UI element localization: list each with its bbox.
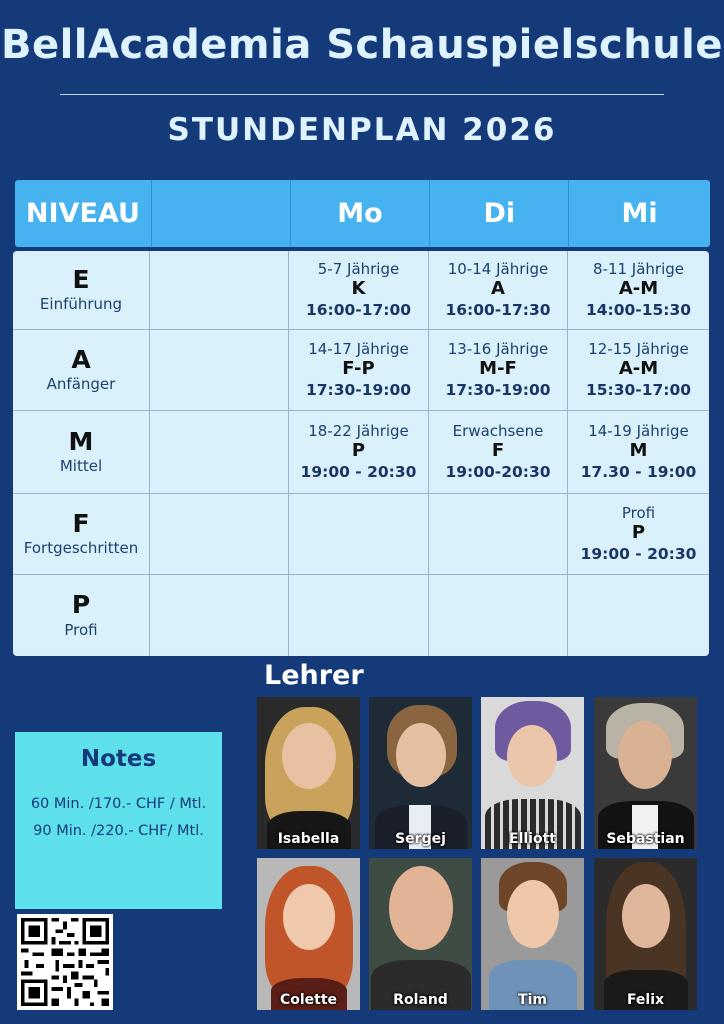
empty-cell <box>150 575 289 656</box>
slot-mi <box>568 494 709 574</box>
slot-group: K <box>351 277 366 299</box>
empty-cell <box>429 494 568 574</box>
slot-age: 13-16 Jährige <box>447 339 549 358</box>
empty-cell <box>150 251 289 329</box>
table-row-anfaenger <box>13 330 709 411</box>
teacher-photo <box>594 858 697 1010</box>
slot-di <box>429 251 568 329</box>
empty-cell <box>568 575 709 656</box>
level-cell <box>13 494 150 574</box>
level-cell <box>13 251 150 329</box>
slot-group: F <box>491 439 505 461</box>
title-divider <box>60 94 664 95</box>
table-row-mittel <box>13 411 709 494</box>
slot-mi <box>568 330 709 410</box>
header-mi: Mi <box>621 198 658 229</box>
slot-time: 19:00 - 20:30 <box>300 463 417 482</box>
slot-mo <box>289 411 429 493</box>
slot-time: 16:00-17:30 <box>445 301 551 320</box>
teacher-photo <box>369 697 472 849</box>
level-name: Mittel <box>59 457 103 476</box>
table-row-profi <box>13 575 709 656</box>
header-niveau: NIVEAU <box>15 180 152 247</box>
header-di: Di <box>430 180 569 247</box>
slot-age: 14-17 Jährige <box>308 339 409 358</box>
slot-age: 14-19 Jährige <box>588 421 689 440</box>
empty-cell <box>150 330 289 410</box>
slot-age: 10-14 Jährige <box>447 259 549 278</box>
teacher-photo <box>481 697 584 849</box>
slot-mo <box>289 330 429 410</box>
teacher-name: Felix <box>626 992 665 1008</box>
slot-age: 8-11 Jährige <box>592 259 685 278</box>
level-code: M <box>68 426 94 456</box>
slot-time: 19:00-20:30 <box>445 463 551 482</box>
teacher-photo <box>594 697 697 849</box>
slot-group: P <box>351 439 366 461</box>
level-code: A <box>71 344 91 374</box>
slot-age: 12-15 Jährige <box>588 339 689 358</box>
header-empty <box>152 180 291 247</box>
slot-group: M-F <box>479 357 517 379</box>
slot-time: 15:30-17:00 <box>585 381 692 400</box>
slot-time: 17:30-19:00 <box>445 381 551 400</box>
table-row-einfuehrung <box>13 251 709 330</box>
empty-cell <box>289 494 429 574</box>
table-row-fortgeschritten <box>13 494 709 575</box>
slot-time: 14:00-15:30 <box>585 301 692 320</box>
level-code: E <box>72 264 90 294</box>
qr-code[interactable] <box>17 914 113 1010</box>
teacher-name: Elliott <box>509 831 556 847</box>
level-code: P <box>71 590 91 620</box>
teacher-name: Sebastian <box>606 831 685 847</box>
slot-age: 18-22 Jährige <box>308 421 409 440</box>
empty-cell <box>289 575 429 656</box>
level-cell <box>13 330 150 410</box>
slot-group: A <box>491 277 505 299</box>
teacher-name: Roland <box>393 992 448 1008</box>
slot-group: M <box>629 439 648 461</box>
slot-age: 5-7 Jährige <box>317 259 400 278</box>
page-title: BellAcademia Schauspielschule <box>0 22 724 68</box>
slot-mo <box>289 251 429 329</box>
empty-cell <box>150 411 289 493</box>
empty-cell <box>150 494 289 574</box>
teacher-photo <box>257 858 360 1010</box>
notes-title: Notes <box>80 746 157 772</box>
slot-group: F-P <box>342 357 375 379</box>
slot-group: P <box>631 521 646 543</box>
level-cell <box>13 411 150 493</box>
slot-group: A-M <box>618 277 659 299</box>
level-code: F <box>72 508 90 538</box>
teacher-name: Sergej <box>395 831 446 847</box>
header-mo: Mo <box>291 180 431 247</box>
slot-di <box>429 330 568 410</box>
schedule-header-row <box>15 180 710 247</box>
slot-mi <box>568 411 709 493</box>
page-subtitle: STUNDENPLAN 2026 <box>167 112 557 148</box>
level-cell <box>13 575 150 656</box>
level-name: Profi <box>64 620 98 639</box>
level-name: Einführung <box>39 295 123 314</box>
teacher-name: Colette <box>279 992 338 1008</box>
slot-time: 17:30-19:00 <box>305 381 412 400</box>
slot-time: 16:00-17:00 <box>305 301 412 320</box>
schedule-table <box>13 251 709 656</box>
level-name: Fortgeschritten <box>23 539 139 558</box>
slot-di <box>429 411 568 493</box>
teacher-photo <box>257 697 360 849</box>
teacher-name: Isabella <box>277 831 340 847</box>
level-name: Anfänger <box>46 375 116 394</box>
notes-box <box>15 732 222 909</box>
slot-mi <box>568 251 709 329</box>
notes-line: 60 Min. /170.- CHF / Mtl. <box>30 796 207 812</box>
empty-cell <box>429 575 568 656</box>
slot-time: 19:00 - 20:30 <box>580 545 697 564</box>
teacher-name: Tim <box>518 992 547 1008</box>
slot-group: A-M <box>618 357 659 379</box>
lehrer-heading: Lehrer <box>264 660 364 691</box>
notes-line: 90 Min. /220.- CHF/ Mtl. <box>33 823 204 839</box>
slot-time: 17.30 - 19:00 <box>580 463 697 482</box>
slot-age: Profi <box>621 503 656 522</box>
teacher-photo <box>481 858 584 1010</box>
teacher-photo <box>369 858 472 1010</box>
slot-age: Erwachsene <box>452 421 544 440</box>
